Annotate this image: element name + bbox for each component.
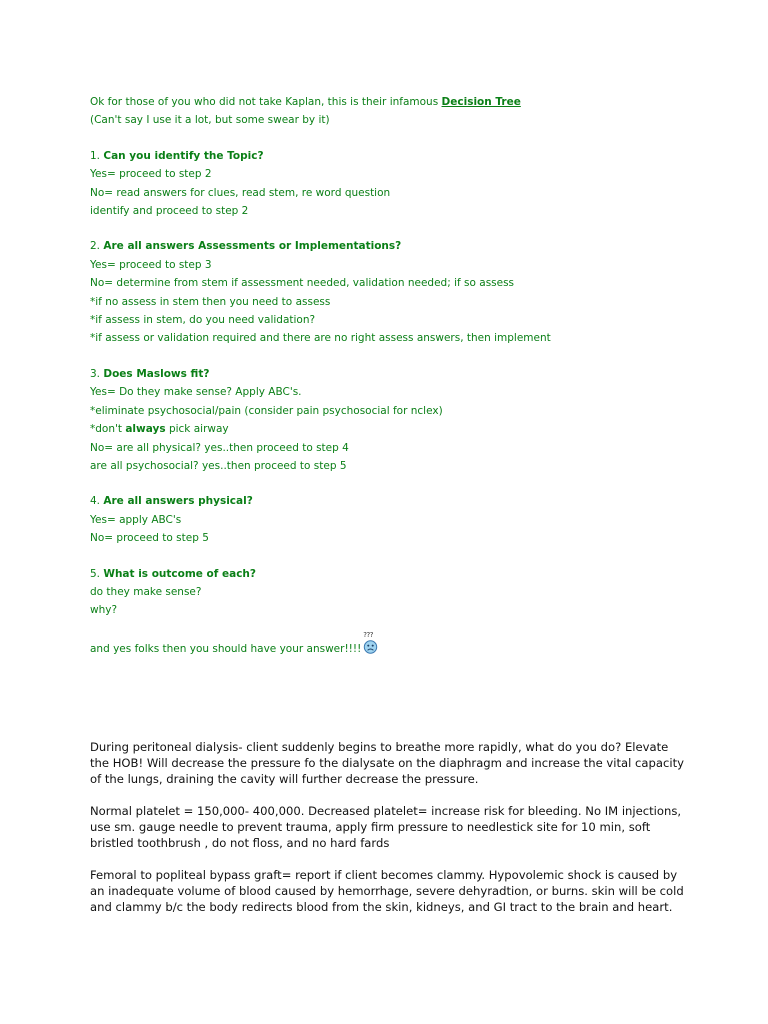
step-line: Yes= proceed to step 3 — [90, 258, 212, 271]
step-line: No= read answers for clues, read stem, re word question — [90, 186, 391, 199]
step-line: identify and proceed to step 2 — [90, 205, 249, 218]
step-line: do they make sense? — [90, 585, 202, 598]
intro-text: Ok for those of you who did not take Kaplan, this is their infamous — [90, 96, 439, 108]
step-line: *if no assess in stem then you need to assess — [90, 295, 331, 308]
step-line: No= are all physical? yes..then proceed to step 4 — [90, 441, 349, 454]
step-line: *eliminate psychosocial/pain (consider pain psychosocial for nclex) — [90, 404, 443, 417]
emphasis-always: always — [125, 423, 166, 436]
step-line: No= determine from stem if assessment needed, validation needed; if so assess — [90, 277, 515, 290]
step-heading: 2. Are all answers Assessments or Implementations? — [90, 240, 402, 253]
step-heading: 1. Can you identify the Topic? — [90, 149, 264, 162]
note-paragraph: Femoral to popliteal bypass graft= report if client becomes clammy. Hypovolemic shock is caused by an inadequate volume of blood caused by hemorrhage, severe dehyradtion, or burns. skin will be cold and clammy b/c the body redirects blood from the skin, kidneys, and GI tract to the brain and heart. — [90, 868, 684, 914]
note-paragraph: Normal platelet = 150,000- 400,000. Decreased platelet= increase risk for bleeding. No IM injections, use sm. gauge needle to prevent trauma, apply firm pressure to needlestick site for 10 min, soft bristled toothbrush , do not floss, and no hard fards — [90, 804, 682, 850]
step-line: *don't always pick airway — [90, 423, 229, 436]
step-line: Yes= Do they make sense? Apply ABC's. — [90, 386, 302, 399]
note-paragraph: During peritoneal dialysis- client suddenly begins to breathe more rapidly, what do you do? Elevate the HOB! Will decrease the pressure fo the dialysate on the diaphragm and increase the vital capacity of the lungs, draining the cavity will further decrease the pressure. — [90, 740, 684, 786]
step-title: Can you identify the Topic? — [103, 149, 264, 162]
decision-tree-link[interactable]: Decision Tree — [441, 96, 521, 108]
step-line: No= proceed to step 5 — [90, 532, 209, 545]
intro-note: (Can't say I use it a lot, but some swear by it) — [90, 114, 330, 127]
intro-line — [90, 93, 740, 111]
step-title: Does Maslows fit? — [103, 367, 210, 380]
step-heading: 3. Does Maslows fit? — [90, 367, 210, 380]
step-heading: 4. Are all answers physical? — [90, 495, 253, 508]
step-title: Are all answers Assessments or Implementations? — [103, 240, 402, 253]
confused-face-icon: ??? — [363, 640, 378, 654]
step-line: why? — [90, 604, 118, 617]
step-line: are all psychosocial? yes..then proceed to step 5 — [90, 459, 347, 472]
step-title: What is outcome of each? — [103, 567, 256, 580]
study-notes-section — [90, 739, 690, 931]
decision-tree-section — [90, 93, 740, 658]
step-line: *if assess or validation required and there are no right assess answers, then implement — [90, 332, 551, 345]
step-heading: 5. What is outcome of each? — [90, 567, 256, 580]
step-line: Yes= proceed to step 2 — [90, 168, 212, 181]
step-line: Yes= apply ABC's — [90, 513, 182, 526]
step-line: *if assess in stem, do you need validation? — [90, 314, 316, 327]
closing-line: and yes folks then you should have your answer!!!! ??? — [90, 640, 740, 658]
step-title: Are all answers physical? — [103, 495, 253, 508]
